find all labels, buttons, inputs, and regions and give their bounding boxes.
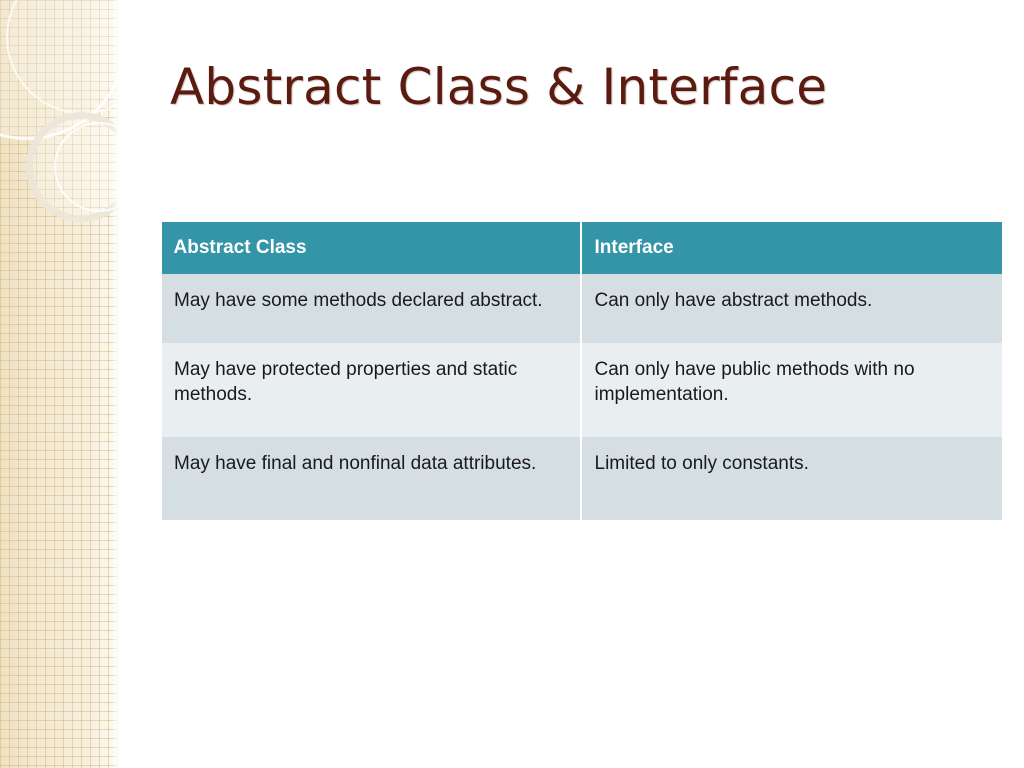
- table-cell-interface-2: Can only have public methods with no implementation.: [581, 343, 1002, 437]
- table-row: [162, 274, 1002, 343]
- table-cell-interface-3: Limited to only constants.: [581, 437, 1002, 520]
- table-row: [162, 437, 1002, 520]
- comparison-table: [161, 222, 1002, 520]
- page-title: Abstract Class & Interface: [170, 58, 828, 116]
- table-header-interface: Interface: [581, 222, 1002, 274]
- table-header-row: [162, 222, 1002, 274]
- table-cell-abstract-3: May have final and nonfinal data attributes.: [162, 437, 581, 520]
- table-cell-abstract-2: May have protected properties and static methods.: [162, 343, 581, 437]
- table-cell-interface-1: Can only have abstract methods.: [581, 274, 1002, 343]
- table-header-abstract-class: Abstract Class: [162, 222, 581, 274]
- table-cell-abstract-1: May have some methods declared abstract.: [162, 274, 581, 343]
- band-edge-fade: [112, 0, 119, 768]
- table-row: [162, 343, 1002, 437]
